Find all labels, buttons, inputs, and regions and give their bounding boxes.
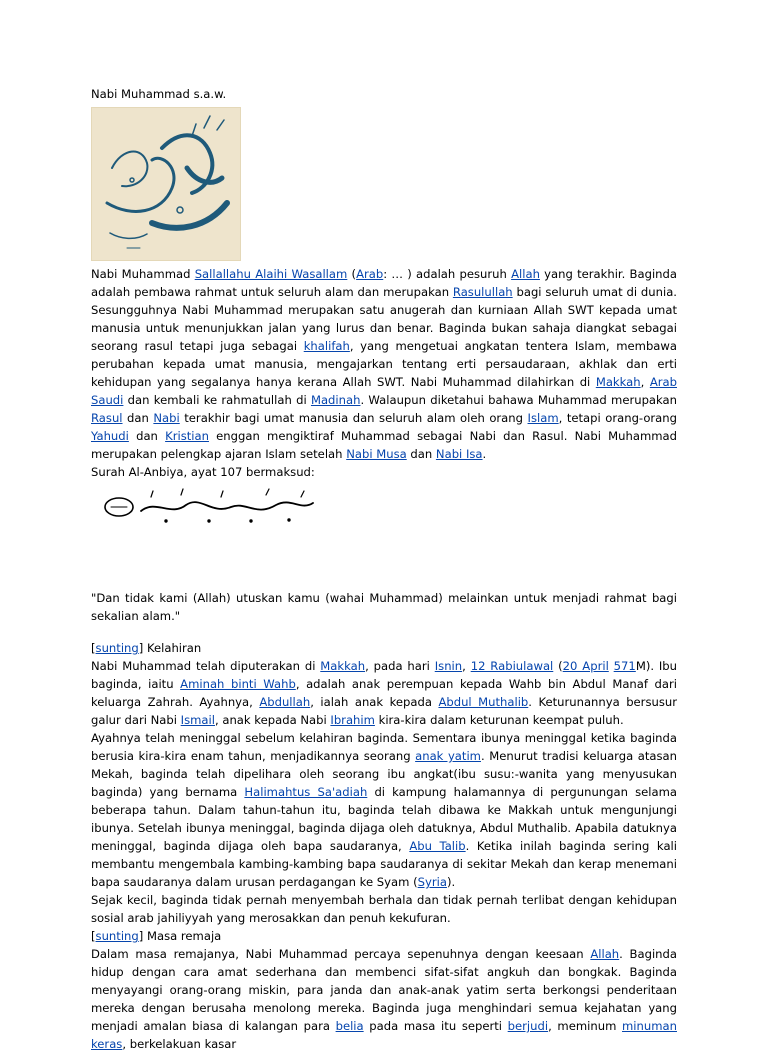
text-run: . Keturunannya bersusur galur dari Nabi xyxy=(91,695,677,727)
wiki-link[interactable]: minuman keras xyxy=(91,1019,677,1051)
text-run: enggan mengiktiraf Muhammad sebagai Nabi dan Rasul. Nabi Muhammad merupakan pelengkap ajaran Islam setelah xyxy=(91,429,678,461)
text-run: bagi seluruh umat di dunia. Sesungguhnya Nabi Muhammad merupakan satu anugerah dan kurniaan Allah SWT kepada umat manusia untuk menunjukkan jalan yang lurus dan benar. Baginda bukan sahaja diangkat sebagai seorang rasul tetapi juga sebagai xyxy=(91,285,677,353)
text-run: . Walaupun diketahui bahawa Muhammad merupakan xyxy=(360,393,677,407)
paragraph-kelahiran-3 xyxy=(91,891,677,927)
wiki-link[interactable]: Abdullah xyxy=(259,695,311,709)
text-run: pada masa itu seperti xyxy=(363,1019,508,1033)
text-run: Nabi Muhammad xyxy=(91,267,195,281)
wiki-link[interactable]: Arab xyxy=(356,267,384,281)
wiki-link[interactable]: Makkah xyxy=(320,659,366,673)
wiki-link[interactable]: Sallallahu Alaihi Wasallam xyxy=(194,267,348,281)
text-run: , pada hari xyxy=(365,659,435,673)
text-run: . Baginda hidup dengan cara amat sederhana dan membenci sifat-sifat angkuh dan bongkak. Baginda menyayangi orang-orang miskin, para janda dan anak-anak yatim serta berkongsi penderitaan mereka dengan berusaha menolong mereka. Baginda juga menghindari semua kejahatan yang menjadi amalan biasa di kalangan para xyxy=(91,947,677,1033)
wiki-link[interactable]: Yahudi xyxy=(91,429,129,443)
text-run: . Menurut tradisi keluarga atasan Mekah, baginda telah dipelihara oleh seorang ibu angkat(ibu susu:-wanita yang menyusukan baginda) yang bernama xyxy=(91,749,677,799)
text-run: : … ) adalah pesuruh xyxy=(383,267,512,281)
edit-link-kelahiran[interactable]: sunting xyxy=(95,641,139,655)
wiki-link[interactable]: 571 xyxy=(613,659,636,673)
wiki-link[interactable]: Rasulullah xyxy=(452,285,513,299)
text-run: ( xyxy=(553,659,563,673)
wiki-link[interactable]: Ismail xyxy=(180,713,215,727)
quran-verse-image xyxy=(91,487,677,527)
text-run: kira-kira dalam keturunan keempat puluh. xyxy=(374,713,624,727)
wiki-link[interactable]: Madinah xyxy=(310,393,361,407)
edit-link-masa-remaja[interactable]: sunting xyxy=(95,929,139,943)
text-run: , xyxy=(462,659,471,673)
wiki-link[interactable]: 20 April xyxy=(562,659,609,673)
wiki-link[interactable]: Nabi xyxy=(153,411,180,425)
paragraph-kelahiran-2 xyxy=(91,729,677,891)
wiki-link[interactable]: Nabi Isa xyxy=(435,447,483,461)
wiki-link[interactable]: anak yatim xyxy=(415,749,481,763)
wiki-link[interactable]: Isnin xyxy=(434,659,463,673)
text-run: dan xyxy=(406,447,436,461)
wiki-link[interactable]: Islam xyxy=(527,411,559,425)
section-heading-text: Masa remaja xyxy=(143,929,222,943)
text-run: , adalah anak perempuan kepada Wahb bin Abdul Manaf dari keluarga Zahrah. Ayahnya, xyxy=(91,677,677,709)
muhammad-calligraphy-image xyxy=(91,107,241,261)
text-run: , meminum xyxy=(548,1019,623,1033)
section-heading-masa-remaja: [sunting] Masa remaja xyxy=(91,929,222,943)
text-run: terakhir bagi umat manusia dan seluruh alam oleh orang xyxy=(179,411,528,425)
wiki-link[interactable]: khalifah xyxy=(303,339,350,353)
section-heading-text: Kelahiran xyxy=(143,641,202,655)
wiki-link[interactable]: berjudi xyxy=(507,1019,549,1033)
document-title: Nabi Muhammad s.a.w. xyxy=(91,87,227,101)
wiki-link[interactable]: Allah xyxy=(511,267,540,281)
intro-paragraph xyxy=(91,265,677,463)
text-run: Dalam masa remajanya, Nabi Muhammad percaya sepenuhnya dengan keesaan xyxy=(91,947,591,961)
verse-translation: "Dan tidak kami (Allah) utuskan kamu (wahai Muhammad) melainkan untuk menjadi rahmat bagi sekalian alam." xyxy=(91,591,677,623)
text-run: dan xyxy=(122,411,154,425)
wiki-link[interactable]: Allah xyxy=(590,947,620,961)
wiki-link[interactable]: Rasul xyxy=(91,411,123,425)
wiki-link[interactable]: Aminah binti Wahb xyxy=(180,677,296,691)
text-run: Sejak kecil, baginda tidak pernah menyembah berhala dan tidak pernah terlibat dengan kehidupan sosial arab jahiliyyah yang merosakkan dan penuh kekufuran. xyxy=(91,893,677,925)
wiki-link[interactable]: Makkah xyxy=(595,375,641,389)
text-run: . Ketika inilah baginda sering kali membantu mengembala kambing-kambing bapa saudaranya di sekitar Mekah dan kerap menemani bapa saudaranya dalam urusan perdagangan ke Syam ( xyxy=(91,839,677,889)
text-run: ). xyxy=(446,875,456,889)
wiki-link[interactable]: belia xyxy=(335,1019,364,1033)
text-run: Ayahnya telah meninggal sebelum kelahiran baginda. Sementara ibunya meninggal ketika baginda berusia kira-kira enam tahun, menjadikannya seorang xyxy=(91,731,677,763)
text-run: , xyxy=(640,375,650,389)
text-run: M). Ibu baginda, iaitu xyxy=(91,659,678,691)
text-run: di kampung halamannya di pergunungan selama beberapa tahun. Dalam tahun-tahun itu, baginda telah dibawa ke Makkah untuk mengunjungi ibunya. Setelah ibunya meninggal, baginda dijaga oleh datuknya, Abdul Muthalib. Apabila datuknya meninggal, baginda dijaga oleh bapa saudaranya, xyxy=(91,785,678,853)
wiki-link[interactable]: Abu Talib xyxy=(409,839,466,853)
wiki-link[interactable]: Arab Saudi xyxy=(91,375,677,407)
section-heading-kelahiran: [sunting] Kelahiran xyxy=(91,641,202,655)
wiki-link[interactable]: Syria xyxy=(417,875,447,889)
text-run: , yang mengetuai angkatan tentera Islam, membawa perubahan kepada umat manusia, mengajarkan tentang erti persaudaraan, akhlak dan erti kehidupan yang segalanya hanya kerana Allah SWT. Nabi Muhammad dilahirkan di xyxy=(91,339,677,389)
document-body xyxy=(91,85,677,1053)
text-run: dan xyxy=(128,429,166,443)
text-run: dan kembali ke rahmatullah di xyxy=(123,393,311,407)
text-run: Nabi Muhammad telah diputerakan di xyxy=(91,659,321,673)
text-run: ( xyxy=(347,267,357,281)
wiki-link[interactable]: Nabi Musa xyxy=(346,447,407,461)
text-run: yang terakhir. Baginda adalah pembawa rahmat untuk seluruh alam dan merupakan xyxy=(91,267,677,299)
text-run: , ialah anak kepada xyxy=(310,695,439,709)
wiki-link[interactable]: 12 Rabiulawal xyxy=(470,659,554,673)
wiki-link[interactable]: Abdul Muthalib xyxy=(438,695,529,709)
text-run: , tetapi orang-orang xyxy=(558,411,677,425)
text-run: , anak kepada Nabi xyxy=(214,713,331,727)
surah-reference: Surah Al-Anbiya, ayat 107 bermaksud: xyxy=(91,465,315,479)
wiki-link[interactable]: Kristian xyxy=(165,429,209,443)
spacer xyxy=(91,527,677,575)
wiki-link[interactable]: Ibrahim xyxy=(330,713,375,727)
text-run: , berkelakuan kasar xyxy=(122,1037,237,1051)
wiki-link[interactable]: Halimahtus Sa'adiah xyxy=(244,785,368,799)
text-run: . xyxy=(482,447,487,461)
paragraph-remaja-1 xyxy=(91,945,677,1053)
paragraph-kelahiran-1 xyxy=(91,657,677,729)
